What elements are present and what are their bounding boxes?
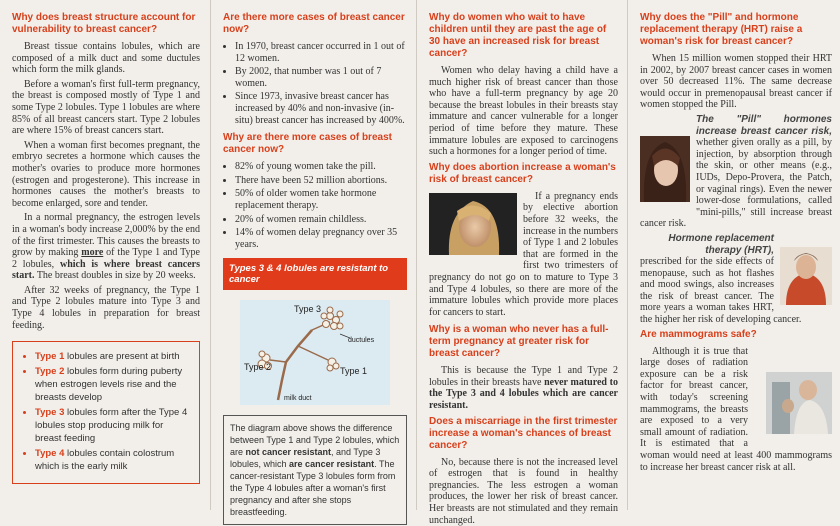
lobule-diagram — [240, 300, 390, 405]
text-bold: are cancer resistant — [289, 459, 375, 470]
list-item: • 82% of young women take the pill. — [235, 161, 407, 173]
para-hrt-stopped: When 15 million women stopped their HRT in 2002, by 2007 breast cancer cases in women over 50 decreased 11%. The same decrease would occur in premenopausal breast cancer if women stopped the Pill. — [640, 53, 832, 111]
column-delay-abortion — [416, 0, 626, 526]
woman-pill-image — [640, 136, 690, 202]
text: In a normal pregnancy, the estrogen levels in a woman's body increase 2,000% by the end of the first trimester. This causes the breasts to grow by making — [12, 212, 200, 259]
heading-breast-structure: Why does breast structure account for vulnerability to breast cancer? — [12, 12, 196, 35]
resistant-banner: Types 3 & 4 lobules are resistant to cancer — [223, 258, 407, 290]
heading-pill-hrt: Why does the "Pill" and hormone replacement therapy (HRT) raise a woman's risk for breast cancer? — [640, 12, 803, 47]
para-normal-pregnancy — [12, 212, 200, 282]
milk-duct-label: milk duct — [284, 395, 312, 403]
branch-line — [270, 360, 286, 362]
list-item: • In 1970, breast cancer occurred in 1 out of 12 women. — [235, 41, 407, 64]
column-breast-structure — [0, 0, 208, 510]
para-lobules: Breast tissue contains lobules, which are composed of a milk duct and some ductules which form the milk glands. — [12, 41, 200, 76]
para-never-pregnant — [429, 365, 618, 411]
lobule-diagram-svg — [240, 300, 390, 405]
text: The diagram above shows the difference between Type 1 and Type 2 lobules, which are — [230, 423, 400, 458]
hrt-subheading: Hormone replacement therapy (HRT), — [668, 232, 774, 256]
type-label: Type 4 — [35, 448, 65, 460]
type1-lobule — [327, 358, 339, 371]
column-more-cases — [210, 0, 415, 518]
para-mammograms — [640, 346, 832, 474]
text: whether given orally as a pill, by injection, by absorption through the skin, or other means (e.g., IUDs, Depo-Provera, the Patch, or vaginal rings). Even the newer lower-dose formulations, called "mini-pills," still increase breast cancer risk. — [640, 137, 832, 230]
para-delay: Women who delay having a child have a much higher risk of breast cancer than those who have a full-term pregnancy by age 20 because the breast lobules in their breasts stay immature and cancer vulnerable for a longer period of time before they mature. These immature lobules are exposed to carcinogens such a hormones for a longer period of time. — [429, 65, 618, 158]
type3-label: Type 3 — [294, 304, 322, 315]
para-miscarriage: No, because there is not the increased level of estrogen that is found in healthy pregnancies. The less estrogen a woman produces, the lower her risk of breast cancer. Her breasts are not stimulated and they remain unchanged. — [429, 456, 618, 526]
heading-never-pregnant: Why is a woman who never has a full-term pregnancy at greater risk for breast cancer? — [429, 324, 609, 360]
type-text: lobules form during puberty when estrogen levels rise and the breasts develop — [35, 366, 183, 404]
milk-duct-line — [278, 330, 312, 403]
column-pill-hrt — [627, 0, 840, 510]
heading-mammograms: Are mammograms safe? — [640, 328, 757, 340]
text: of the Type 1 and Type 2 lobules, — [12, 247, 200, 270]
stats-list — [223, 41, 407, 126]
para-before-pregnancy: Before a woman's first full-term pregnancy, the breast is composed mostly of Type 1 and some Type 2 lobules. Type 1 lobules are where 85% of all breast cancers start. Type 2 lobules are where 15% of breast cancers start. — [12, 78, 200, 137]
photo-woman-pill — [640, 136, 690, 206]
heading-abortion: Why does abortion increase a woman's risk of breast cancer? — [429, 161, 616, 185]
heading-delay-children: Why do women who wait to have children until they are past the age of 30 have an increased risk for breast cancer? — [429, 12, 607, 59]
text: , and Type 3 lobules, which — [230, 447, 381, 470]
heading-why-more-cases: Why are there more cases of breast cancer now? — [223, 132, 392, 156]
pill-subheading: The "Pill" hormones increase breast cancer risk, — [696, 113, 832, 137]
heading-more-cases: Are there more cases of breast cancer now? — [223, 12, 405, 35]
para-pill — [640, 114, 832, 230]
type-text: lobules are present at birth — [64, 351, 180, 363]
text: Although it is true that large doses of radiation exposure can be a risk factor for breast cancer, with today's screening mammograms, the breasts are exposed to a very small amount of radiation. It is estimated that a woman would need at least 400 mammograms to increase her breast cancer risk at all. — [640, 345, 832, 473]
para-abortion: If a pregnancy ends by elective abortion before 32 weeks, the increase in the numbers of Type 1 and 2 lobules that are formed in the first two trimesters of pregnancy do not go on to mature to Type 3 and Type 4 lobules, so there are more of the immature lobules which provide more places for cancers to start. — [429, 190, 618, 318]
text-more: more — [81, 247, 104, 259]
type1-label: Type 1 — [340, 366, 368, 377]
ductules-label: ductules — [348, 337, 375, 345]
lobule-types-box — [12, 341, 200, 484]
para-after-32-weeks: After 32 weeks of pregnancy, the Type 1 and Type 2 lobules mature into Type 3 and Type 4 lobules in preparation for breast feeding. — [12, 284, 200, 331]
text-bold: never matured to the Type 3 and 4 lobules which are cancer resistant. — [429, 376, 618, 412]
mammogram-image — [766, 372, 832, 434]
list-item: • By 2002, that number was 1 out of 7 women. — [235, 66, 407, 89]
young-woman-image — [429, 193, 517, 255]
list-item: • 50% of older women take hormone replacement therapy. — [235, 188, 407, 211]
list-item — [35, 365, 191, 404]
type-label: Type 1 — [35, 351, 65, 363]
list-item: • 14% of women delay pregnancy over 35 years. — [235, 227, 407, 250]
lobule-types-list — [19, 350, 191, 473]
para-first-pregnant: When a woman first becomes pregnant, the embryo secretes a hormone which causes the mother's ovaries to produce more hormones (estrogen and progesterone). This increase in hormones causes the mother's breasts to become enlarged, sore and tender. — [12, 139, 200, 209]
photo-young-woman — [429, 193, 517, 260]
photo-older-woman — [780, 247, 832, 309]
list-item: • There have been 52 million abortions. — [235, 175, 407, 187]
text: The breast doubles in size by 20 weeks. — [34, 270, 196, 282]
text: This is because the Type 1 and Type 2 lobules in their breasts have — [429, 365, 618, 388]
text-bold: which is where breast cancers start. — [12, 258, 200, 282]
type-text: lobules form after the Type 4 lobules stop producing milk for breast feeding — [35, 407, 188, 445]
older-woman-image — [780, 247, 832, 305]
causes-list — [223, 161, 407, 250]
heading-miscarriage: Does a miscarriage in the first trimester increase a woman's chances of breast cancer? — [429, 415, 618, 451]
text: . The cancer-resistant Type 3 lobules form from the Type 4 lobules after a woman's first pregnancy and after she stops breastfeeding. — [230, 459, 396, 518]
list-item: • 20% of women remain childless. — [235, 214, 407, 226]
branch-line — [298, 346, 328, 360]
list-item — [35, 447, 191, 473]
photo-mammogram — [754, 372, 832, 438]
text-bold: not cancer resistant — [245, 447, 332, 458]
type3-lobule — [321, 307, 343, 330]
type-label: Type 3 — [35, 407, 65, 419]
diagram-caption — [223, 415, 407, 525]
type-label: Type 2 — [35, 366, 65, 378]
list-item — [35, 350, 191, 363]
list-item: • Since 1973, invasive breast cancer has increased by 40% and non-invasive (in-situ) breast cancer has increased by 400%. — [235, 91, 407, 126]
type-text: lobules contain colostrum which is the early milk — [35, 448, 175, 473]
list-item — [35, 406, 191, 445]
para-hrt — [640, 233, 832, 326]
type2-label: Type 2 — [244, 362, 272, 373]
text: prescribed for the side effects of menopause, such as hot flashes and mood swings, also increases the risk of breast cancer. The more years a woman takes HRT, the higher her risk of developing cancer. — [640, 256, 802, 326]
